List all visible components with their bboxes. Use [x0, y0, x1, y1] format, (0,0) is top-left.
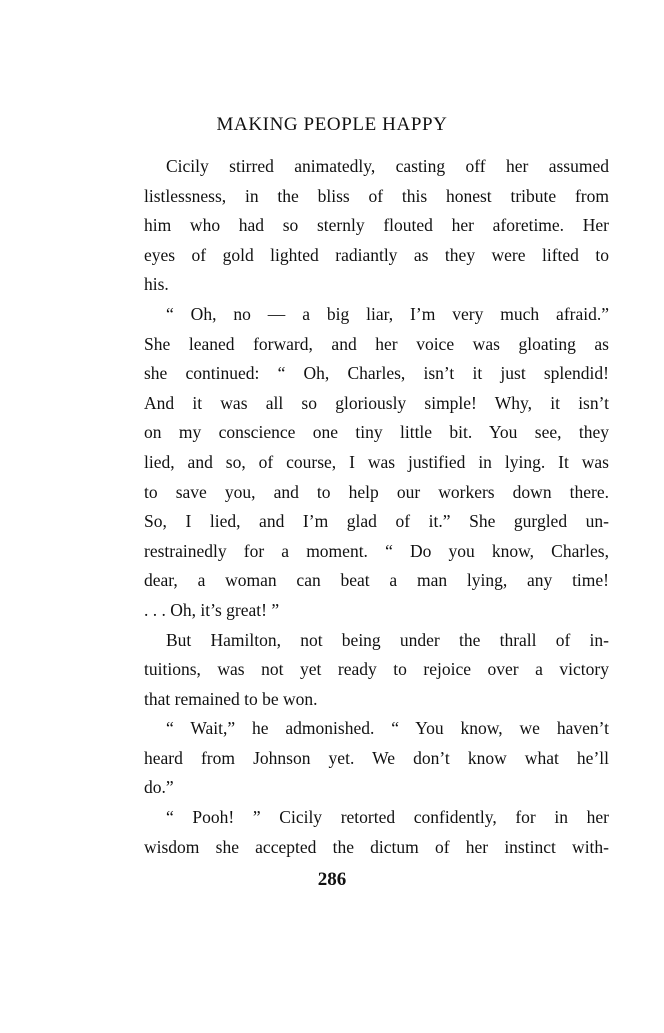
- text-line: wisdom she accepted the dictum of her instinct with-: [144, 836, 609, 857]
- text-line: do.”: [144, 777, 174, 798]
- text-line: And it was all so gloriously simple! Why, it isn’t: [144, 392, 609, 413]
- text-line: she continued: “ Oh, Charles, isn’t it just splendid!: [144, 363, 609, 384]
- body-text: [144, 152, 609, 862]
- text-line: “ Wait,” he admonished. “ You know, we haven’t: [166, 718, 609, 739]
- text-line: that remained to be won.: [144, 688, 318, 709]
- text-line: eyes of gold lighted radiantly as they were lifted to: [144, 244, 609, 265]
- text-line: his.: [144, 274, 169, 295]
- text-line: him who had so sternly flouted her aforetime. Her: [144, 215, 609, 236]
- text-line: “ Oh, no — a big liar, I’m very much afraid.”: [166, 303, 609, 324]
- text-line: tuitions, was not yet ready to rejoice over a victory: [144, 659, 609, 680]
- text-line: to save you, and to help our workers down there.: [144, 481, 609, 502]
- running-head: MAKING PEOPLE HAPPY: [216, 114, 448, 135]
- text-line: lied, and so, of course, I was justified in lying. It was: [144, 451, 609, 472]
- text-line: . . . Oh, it’s great! ”: [144, 599, 280, 620]
- text-line: dear, a woman can beat a man lying, any time!: [144, 570, 609, 591]
- text-line: She leaned forward, and her voice was gloating as: [144, 333, 609, 354]
- text-line: restrainedly for a moment. “ Do you know, Charles,: [144, 540, 609, 561]
- text-line: on my conscience one tiny little bit. You see, they: [144, 422, 609, 443]
- page-number: 286: [317, 869, 347, 890]
- text-line: So, I lied, and I’m glad of it.” She gurgled un-: [144, 511, 609, 532]
- text-line: listlessness, in the bliss of this honest tribute from: [144, 185, 609, 206]
- text-line: “ Pooh! ” Cicily retorted confidently, for in her: [166, 807, 609, 828]
- text-line: heard from Johnson yet. We don’t know what he’ll: [144, 747, 609, 768]
- text-line: Cicily stirred animatedly, casting off her assumed: [166, 156, 609, 176]
- text-line: But Hamilton, not being under the thrall of in-: [166, 629, 609, 650]
